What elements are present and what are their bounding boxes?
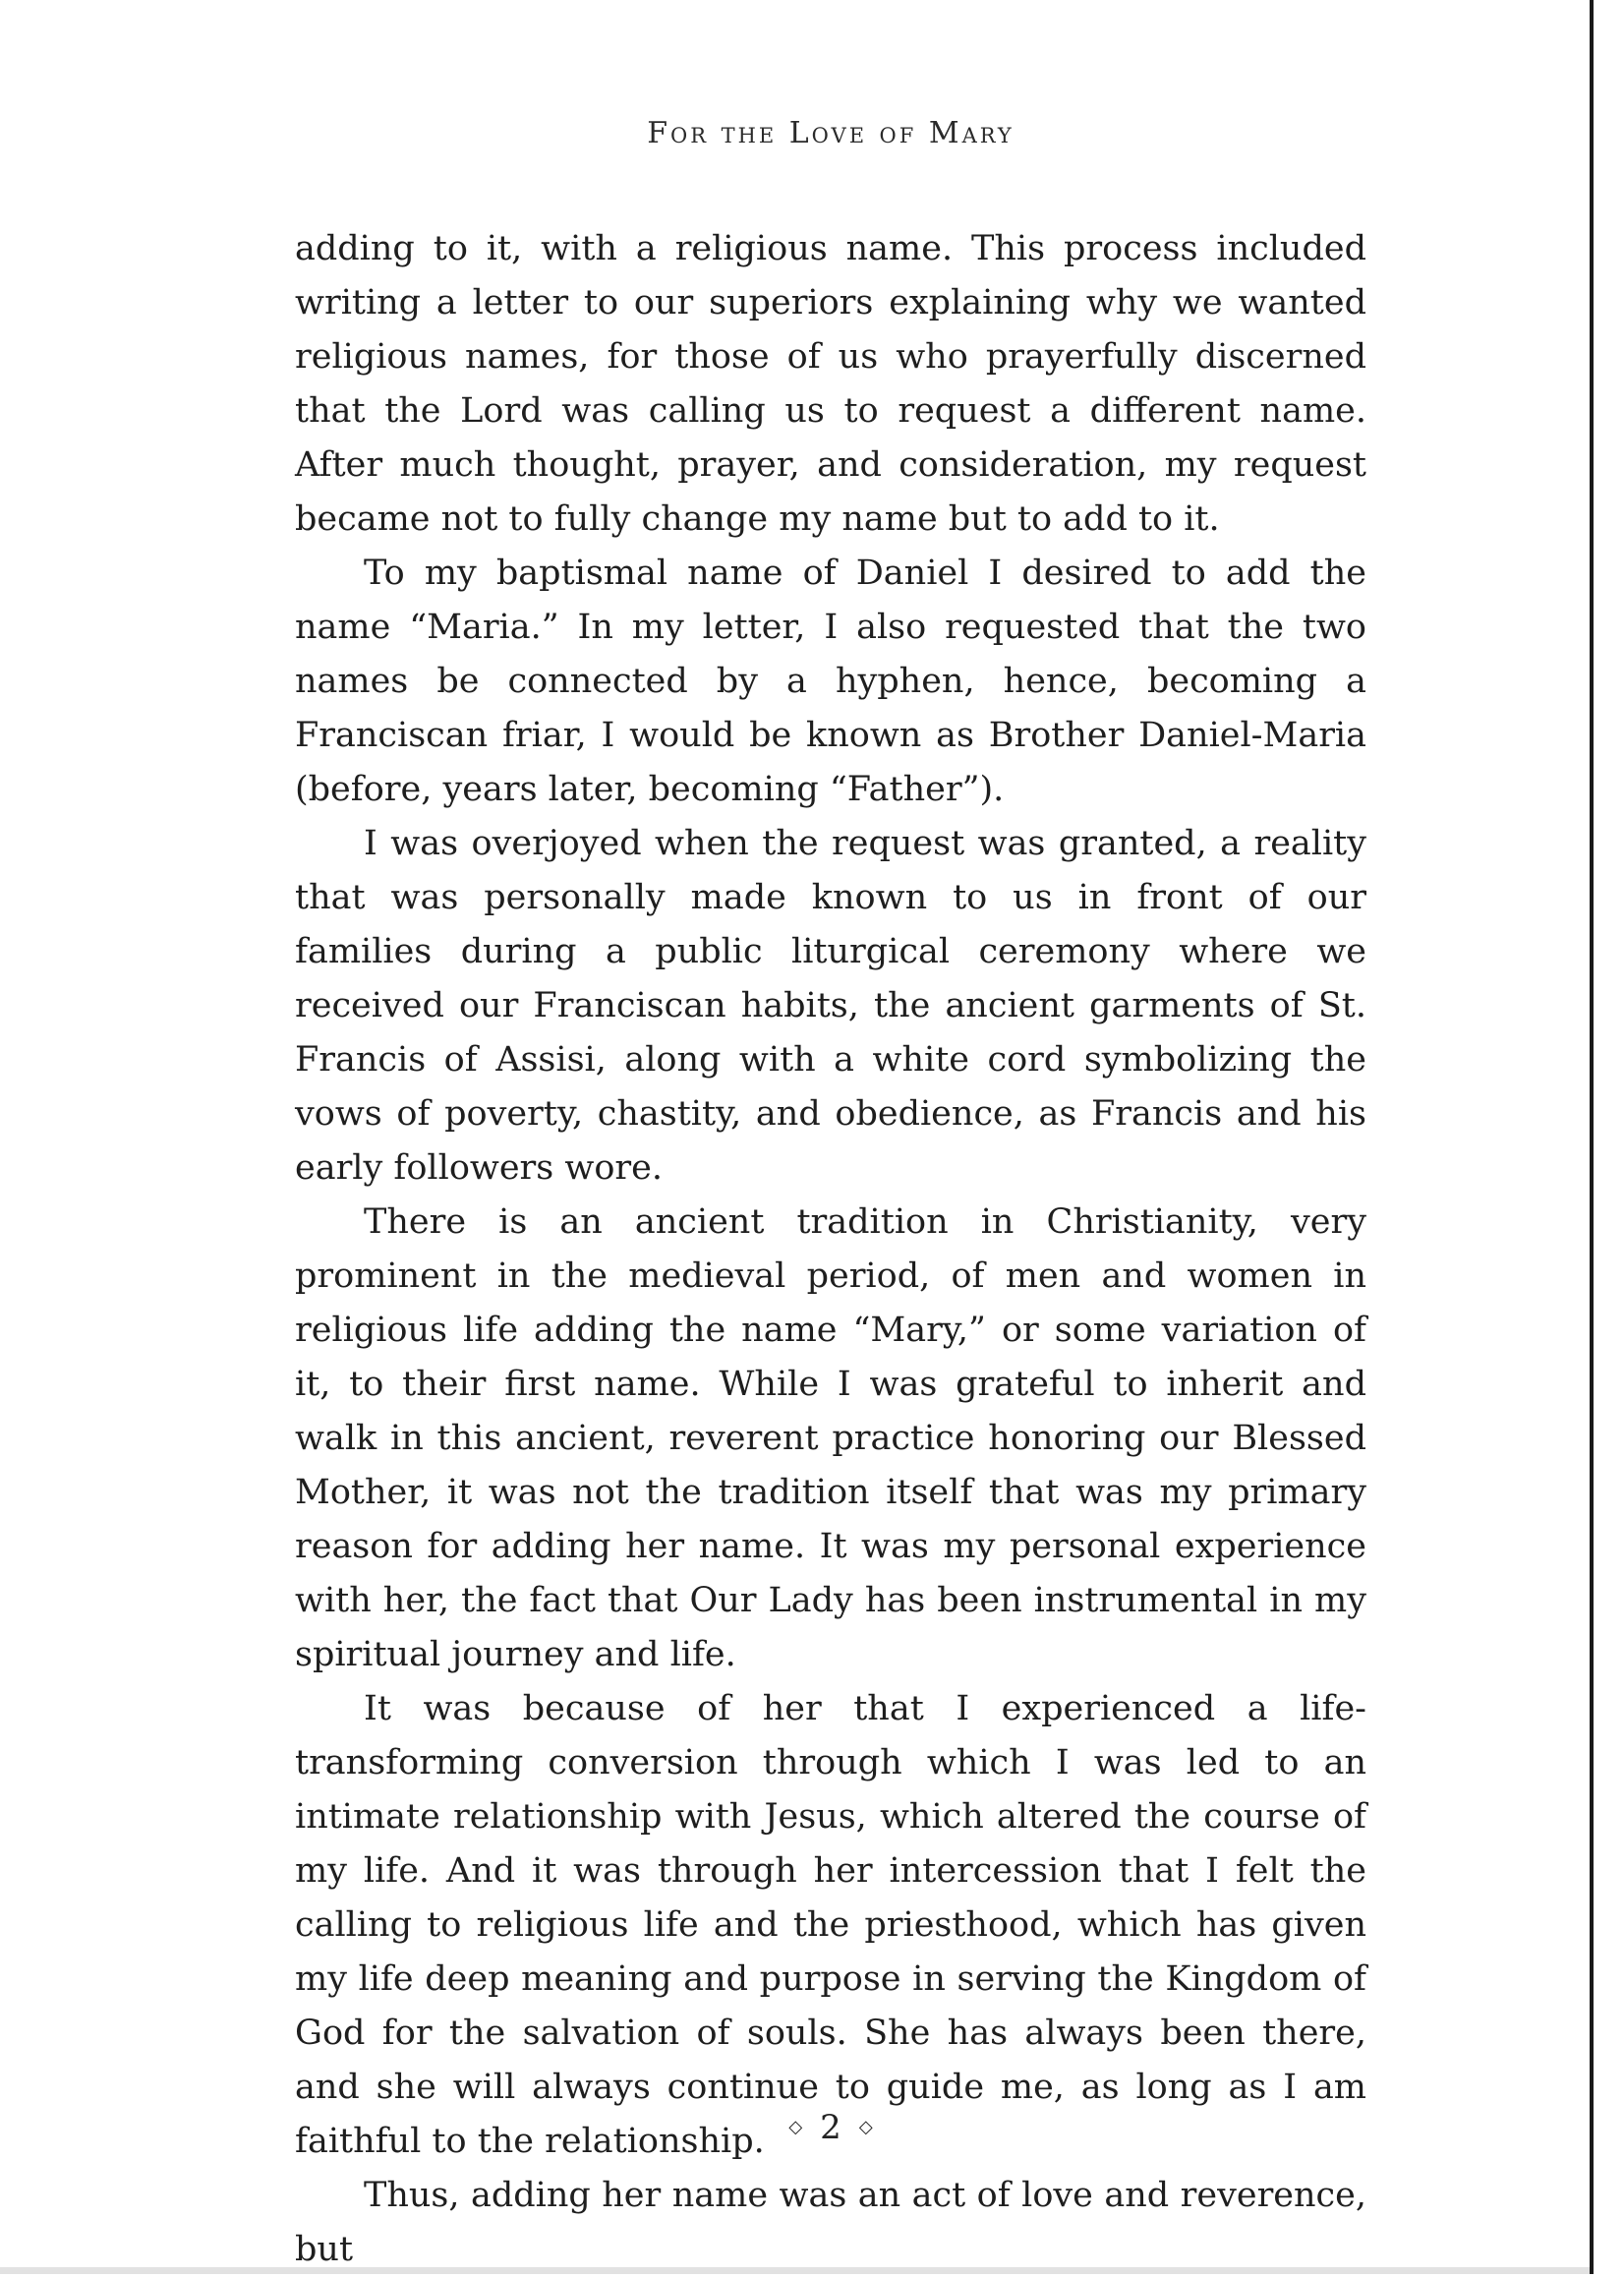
diamond-ornament-left-icon: ◇	[788, 2116, 803, 2137]
diamond-ornament-right-icon: ◇	[858, 2116, 873, 2137]
paragraph-5: It was because of her that I experienced a life-transforming conversion through which I was led to an intimate relationship with Jesus, which altered the course of my life. And it was through her intercession that I felt the calling to religious life and the priesthood, which has given my life deep meaning and purpose in serving the Kingdom of God for the salvation of souls. She has always been there, and she will always continue to guide me, as long as I am faithful to the relationship.	[295, 1689, 1366, 2161]
page-number-footer	[295, 2108, 1366, 2147]
paragraph-4: There is an ancient tradition in Christianity, very prominent in the medieval period, of men and women in religious life adding the name “Mary,” or some variation of it, to their first name. While I was grateful to inherit and walk in this ancient, reverent practice honoring our Blessed Mother, it was not the tradition itself that was my primary reason for adding her name. It was my personal experience with her, the fact that Our Lady has been instrumental in my spiritual journey and life.	[295, 1202, 1366, 1674]
paragraph-1: adding to it, with a religious name. This process included writing a letter to our superiors explaining why we wanted religious names, for those of us who prayerfully discerned that the Lord was calling us to request a different name. After much thought, prayer, and consideration, my request became not to fully change my name but to add to it.	[295, 229, 1366, 539]
paragraph-3: I was overjoyed when the request was granted, a reality that was personally made known to us in front of our families during a public liturgical ceremony where we received our Franciscan habits, the ancient garments of St. Francis of Assisi, along with a white cord symbolizing the vows of poverty, chastity, and obedience, as Francis and his early followers wore.	[295, 824, 1366, 1188]
page-number: 2	[820, 2108, 841, 2147]
page-body-text	[295, 222, 1366, 2277]
paragraph-6: Thus, adding her name was an act of love and reverence, but	[295, 2176, 1366, 2269]
running-header-title: For the Love of Mary	[647, 116, 1015, 150]
page-right-border	[1590, 0, 1594, 2274]
paragraph-2: To my baptismal name of Daniel I desired to add the name “Maria.” In my letter, I also requested that the two names be connected by a hyphen, hence, becoming a Franciscan friar, I would be known as Brother Daniel-Maria (before, years later, becoming “Father”).	[295, 554, 1366, 809]
